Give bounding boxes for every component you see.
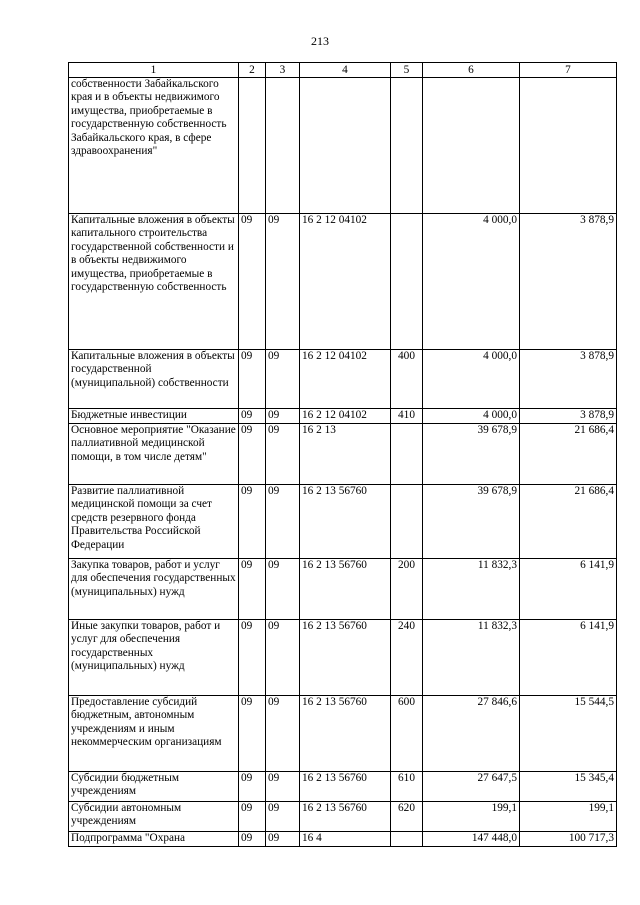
row-name: Основное мероприятие "Оказание паллиативной медицинской помощи, в том числе детям": [69, 424, 239, 485]
row-expense-type: 410: [391, 409, 423, 424]
table-row: [69, 485, 617, 559]
table-row: [69, 772, 617, 802]
row-section: 09: [239, 350, 266, 409]
table-row: [69, 559, 617, 620]
row-subsection: 09: [266, 772, 300, 802]
row-executed-amount: 6 141,9: [520, 620, 617, 696]
table-row: [69, 350, 617, 409]
row-section: 09: [239, 424, 266, 485]
row-executed-amount: 15 345,4: [520, 772, 617, 802]
row-planned-amount: 4 000,0: [423, 350, 520, 409]
row-executed-amount: 3 878,9: [520, 214, 617, 350]
row-expense-type: [391, 485, 423, 559]
row-name: Предоставление субсидий бюджетным, автономным учреждениям и иным некоммерческим организациям: [69, 696, 239, 772]
row-target-article: 16 2 13 56760: [300, 620, 391, 696]
row-section: 09: [239, 620, 266, 696]
row-planned-amount: 147 448,0: [423, 832, 520, 847]
row-target-article: 16 2 13 56760: [300, 802, 391, 832]
row-subsection: [266, 78, 300, 214]
column-header-expense-type: 5: [391, 63, 423, 78]
row-planned-amount: [423, 78, 520, 214]
row-expense-type: 620: [391, 802, 423, 832]
table-row: [69, 696, 617, 772]
row-name: Закупка товаров, работ и услуг для обеспечения государственных (муниципальных) нужд: [69, 559, 239, 620]
row-name: Субсидии бюджетным учреждениям: [69, 772, 239, 802]
table-row: [69, 832, 617, 847]
row-planned-amount: 39 678,9: [423, 485, 520, 559]
row-planned-amount: 4 000,0: [423, 214, 520, 350]
column-number-row: [69, 63, 617, 78]
row-planned-amount: 11 832,3: [423, 559, 520, 620]
row-expense-type: [391, 78, 423, 214]
column-header-subsection: 3: [266, 63, 300, 78]
row-target-article: 16 2 13 56760: [300, 772, 391, 802]
row-target-article: 16 2 13 56760: [300, 696, 391, 772]
row-target-article: 16 2 12 04102: [300, 214, 391, 350]
column-header-target-article: 4: [300, 63, 391, 78]
column-header-name: 1: [69, 63, 239, 78]
row-target-article: 16 2 12 04102: [300, 409, 391, 424]
table-row: [69, 214, 617, 350]
row-name: собственности Забайкальского края и в объекты недвижимого имущества, приобретаемые в государственную собственность Забайкальского края, в сфере здравоохранения": [69, 78, 239, 214]
row-planned-amount: 11 832,3: [423, 620, 520, 696]
row-target-article: 16 2 13: [300, 424, 391, 485]
row-subsection: 09: [266, 350, 300, 409]
budget-table: [68, 62, 617, 847]
row-executed-amount: [520, 78, 617, 214]
row-expense-type: 240: [391, 620, 423, 696]
row-planned-amount: 39 678,9: [423, 424, 520, 485]
row-executed-amount: 21 686,4: [520, 485, 617, 559]
table-row: [69, 78, 617, 214]
column-header-section: 2: [239, 63, 266, 78]
row-section: 09: [239, 559, 266, 620]
row-target-article: [300, 78, 391, 214]
row-subsection: 09: [266, 559, 300, 620]
row-executed-amount: 15 544,5: [520, 696, 617, 772]
row-section: 09: [239, 485, 266, 559]
row-name: Субсидии автономным учреждениям: [69, 802, 239, 832]
row-expense-type: 610: [391, 772, 423, 802]
row-section: 09: [239, 832, 266, 847]
column-header-executed: 7: [520, 63, 617, 78]
row-name: Капитальные вложения в объекты капитального строительства государственной собственности и в объекты недвижимого имущества, приобретаемые в государственную собственность: [69, 214, 239, 350]
row-subsection: 09: [266, 214, 300, 350]
row-target-article: 16 2 12 04102: [300, 350, 391, 409]
row-expense-type: [391, 832, 423, 847]
table-row: [69, 620, 617, 696]
row-planned-amount: 27 846,6: [423, 696, 520, 772]
row-subsection: 09: [266, 696, 300, 772]
row-section: 09: [239, 214, 266, 350]
row-executed-amount: 100 717,3: [520, 832, 617, 847]
row-executed-amount: 21 686,4: [520, 424, 617, 485]
row-subsection: 09: [266, 409, 300, 424]
row-expense-type: [391, 214, 423, 350]
row-executed-amount: 3 878,9: [520, 409, 617, 424]
row-target-article: 16 4: [300, 832, 391, 847]
row-name: Иные закупки товаров, работ и услуг для обеспечения государственных (муниципальных) нужд: [69, 620, 239, 696]
row-section: 09: [239, 409, 266, 424]
row-executed-amount: 199,1: [520, 802, 617, 832]
row-executed-amount: 6 141,9: [520, 559, 617, 620]
row-name: Бюджетные инвестиции: [69, 409, 239, 424]
table-row: [69, 424, 617, 485]
row-target-article: 16 2 13 56760: [300, 485, 391, 559]
row-section: 09: [239, 772, 266, 802]
row-expense-type: [391, 424, 423, 485]
row-expense-type: 400: [391, 350, 423, 409]
row-subsection: 09: [266, 620, 300, 696]
row-expense-type: 200: [391, 559, 423, 620]
row-section: [239, 78, 266, 214]
row-section: 09: [239, 696, 266, 772]
row-section: 09: [239, 802, 266, 832]
row-name: Капитальные вложения в объекты государственной (муниципальной) собственности: [69, 350, 239, 409]
row-target-article: 16 2 13 56760: [300, 559, 391, 620]
row-expense-type: 600: [391, 696, 423, 772]
table-row: [69, 409, 617, 424]
row-subsection: 09: [266, 424, 300, 485]
row-name: Развитие паллиативной медицинской помощи за счет средств резервного фонда Правительства Российской Федерации: [69, 485, 239, 559]
row-subsection: 09: [266, 802, 300, 832]
page-number: 213: [311, 34, 329, 48]
row-executed-amount: 3 878,9: [520, 350, 617, 409]
row-subsection: 09: [266, 485, 300, 559]
row-planned-amount: 199,1: [423, 802, 520, 832]
row-name: Подпрограмма "Охрана: [69, 832, 239, 847]
row-planned-amount: 4 000,0: [423, 409, 520, 424]
column-header-planned: 6: [423, 63, 520, 78]
row-planned-amount: 27 647,5: [423, 772, 520, 802]
row-subsection: 09: [266, 832, 300, 847]
table-row: [69, 802, 617, 832]
